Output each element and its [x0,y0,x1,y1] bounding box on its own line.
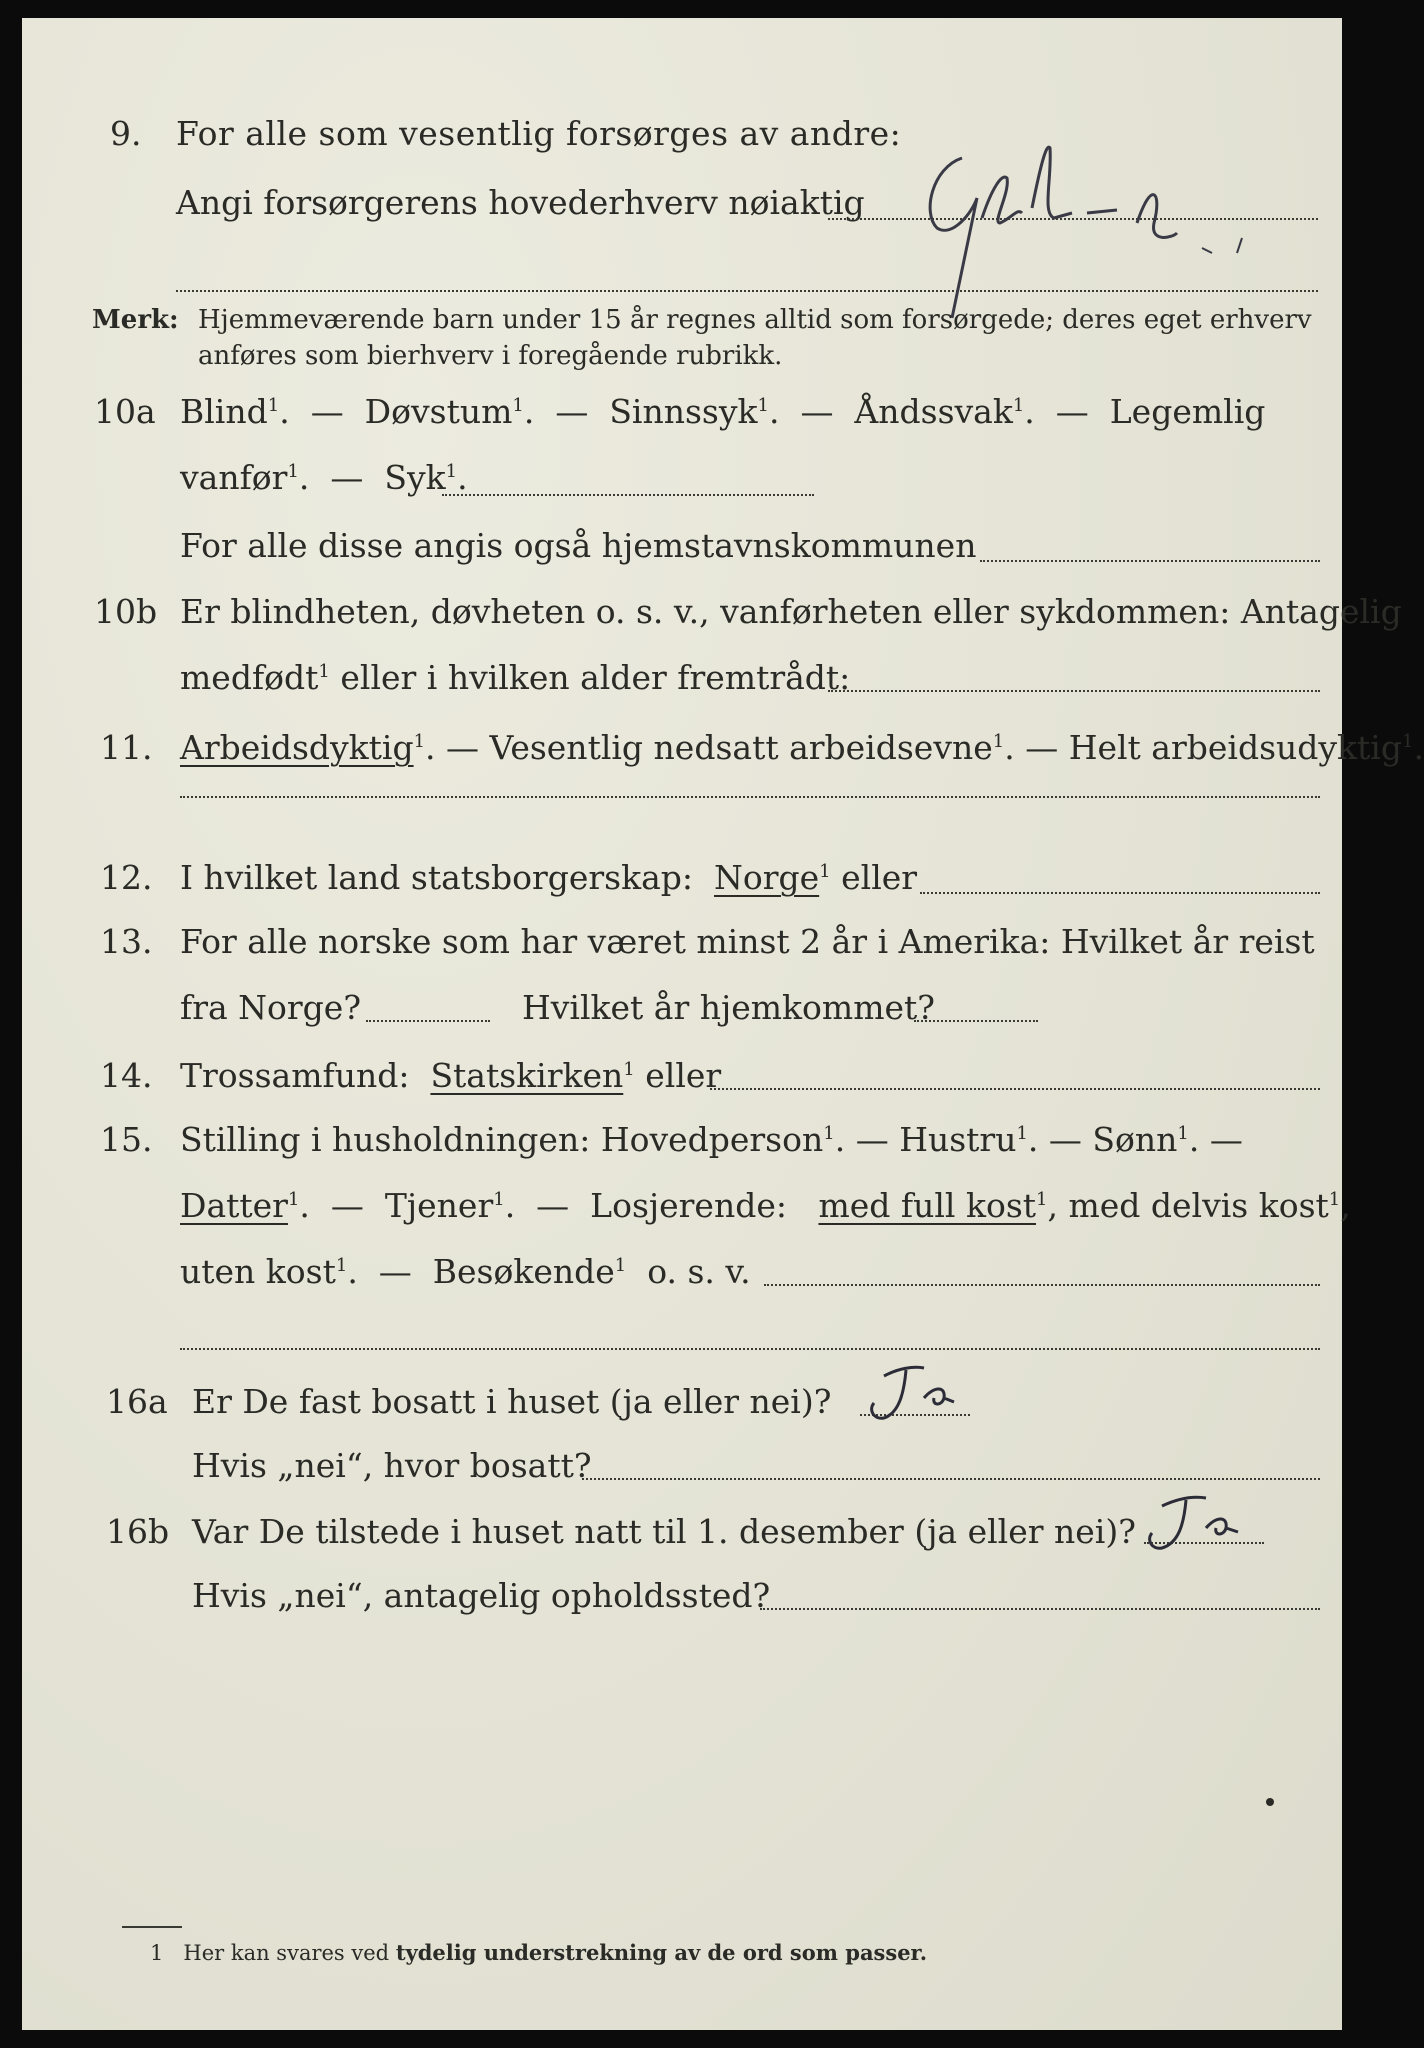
q11-answer-line [180,796,1320,798]
q10b-number: 10b [94,592,158,631]
q10a-number: 10a [94,392,156,431]
q16b-line1: Var De tilstede i huset natt til 1. desember (ja eller nei)? [192,1512,1136,1551]
footnote-marker: 1 [150,1941,164,1965]
q13-part1: fra Norge? [180,988,362,1027]
q13-part2: Hvilket år hjemkommet? [522,988,935,1027]
option-arbeidsdyktig-underlined: Arbeidsdyktig [180,728,414,767]
q10a-line1: Blind$^1$. — Døvstum$^1$. — Sinnssyk$^1$. — Åndssvak$^1$. — Legemlig [180,392,1266,431]
q10a-line2: vanfør$^1$. — Syk$^1$. [180,458,468,497]
q15-line2: Datter$^1$. — Tjener$^1$. — Losjerende: med full kost$^1$, med delvis kost$^1$, [180,1186,1351,1225]
option-norge-underlined: Norge [714,858,820,897]
option-hustru: Hustru [899,1120,1017,1159]
merk-label: Merk: [92,305,179,335]
census-form-page [22,18,1424,2030]
q10a-hjemstavn-line [980,560,1320,562]
q14-line: Trossamfund: Statskirken$^1$ eller [180,1056,722,1095]
q16b-number: 16b [106,1512,170,1551]
q16a-number: 16a [106,1382,168,1421]
q10b-line2: medfødt$^1$ eller i hvilken alder fremtrådt: [180,658,851,697]
q13-line1: For alle norske som har været minst 2 år i Amerika: Hvilket år reist [180,922,1315,961]
merk-line1: Hjemmeværende barn under 15 år regnes alltid som forsørgede; deres eget erhverv [198,305,1312,335]
q13-reist-line [366,1020,490,1022]
footnote-rule [122,1926,182,1928]
option-datter-underlined: Datter [180,1186,288,1225]
q13-hjemkommet-line [914,1020,1038,1022]
q16a-line2: Hvis „nei“, hvor bosatt? [192,1446,592,1485]
q13-number: 13. [100,922,153,961]
option-medfodt: medfødt [180,658,319,697]
q10a-line3: For alle disse angis også hjemstavnskommunen [180,526,977,565]
merk-line2: anføres som bierhverv i foregående rubrikk. [198,341,783,371]
q12-line: I hvilket land statsborgerskap: Norge$^1$ eller [180,858,918,897]
q14-number: 14. [100,1056,153,1095]
q10b-answer-line [828,690,1320,692]
option-sinnssyk: Sinnssyk [609,392,758,431]
option-statskirken-underlined: Statskirken [430,1056,624,1095]
q16a-bosatt-line [582,1478,1320,1480]
q12-number: 12. [100,858,153,897]
option-besokende: Besøkende [432,1252,615,1291]
q10b-line1: Er blindheten, døvheten o. s. v., vanførheten eller sykdommen: Antagelig [180,592,1402,631]
ink-dot [1266,1798,1274,1806]
q16b-line2: Hvis „nei“, antagelig opholdssted? [192,1576,771,1615]
q11-number: 11. [100,728,153,767]
q16b-opholdssted-line [760,1608,1320,1610]
q11-line: Arbeidsdyktig$^1$. — Vesentlig nedsatt arbeidsevne$^1$. — Helt arbeidsudyktig$^1$. [180,728,1424,767]
option-blind: Blind [180,392,268,431]
q9-line1: For alle som vesentlig forsørges av andre: [176,114,902,153]
option-tjener: Tjener [384,1186,494,1225]
option-udyktig: Helt arbeidsudyktig [1068,728,1402,767]
q15-answer-line-2 [180,1348,1320,1350]
q9-line2: Angi forsørgerens hovederhverv nøiaktig [176,183,865,222]
option-med-full-kost-underlined: med full kost [818,1186,1037,1225]
option-uten-kost: uten kost [180,1252,336,1291]
q15-answer-line [764,1284,1320,1286]
q16a-line1: Er De fast bosatt i huset (ja eller nei)? [192,1382,832,1421]
q15-line3: uten kost$^1$. — Besøkende$^1$ o. s. v. [180,1252,751,1291]
option-sonn: Sønn [1092,1120,1178,1159]
q9-number: 9. [110,114,142,153]
option-andssvak: Åndssvak [854,392,1013,431]
q14-answer-line [710,1088,1320,1090]
q15-line1: Stilling i husholdningen: Hovedperson$^1$. — Hustru$^1$. — Sønn$^1$. — [180,1120,1243,1159]
handwritten-ja-16a [854,1358,984,1428]
q12-answer-line [920,892,1320,894]
option-nedsatt: Vesentlig nedsatt arbeidsevne [489,728,993,767]
option-med-delvis-kost: med delvis kost [1068,1186,1329,1225]
option-legemlig: Legemlig [1109,392,1266,431]
footnote: 1 Her kan svares ved tydelig understrekning av de ord som passer. [150,1940,928,1965]
option-vanfor: vanfør [180,458,288,497]
q10a-answer-line [442,494,814,496]
handwritten-ja-16b [1134,1488,1264,1558]
q15-number: 15. [100,1120,153,1159]
option-dovstum: Døvstum [364,392,513,431]
option-syk: Syk [384,458,446,497]
